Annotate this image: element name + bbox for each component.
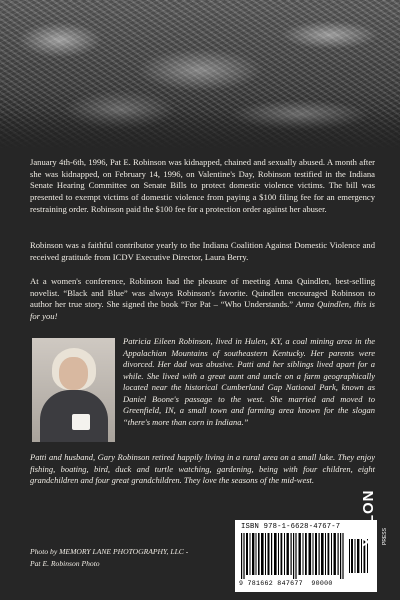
author-photo-face bbox=[59, 357, 88, 390]
author-photo bbox=[32, 338, 115, 442]
publisher-logo-name: XULON bbox=[360, 489, 377, 547]
barcode-bars bbox=[241, 533, 371, 579]
author-family-paragraph: Patti and husband, Gary Robinson retired happily living in a rural area on a small lake. They enjoy fishing, boating, bird, duck and turtle watching, gardening, being with four children, eight grandchildren and four great grandchildren. They love the seasons of the mid-west. bbox=[30, 452, 375, 485]
synopsis-paragraph-3 bbox=[30, 276, 375, 323]
publisher-logo bbox=[358, 489, 394, 583]
texture-fade bbox=[0, 110, 400, 150]
author-bio: Patricia Eileen Robinson, lived in Hulen, KY, a coal mining area in the Appalachian Mountains of southeastern Kentucky. Her parents were divorced. Her dad was abusive. Patti and her siblings lived apart for a while. She lived with a great aunt and uncle on a farm geographically located near the historical Cumberland Gap National Park, known as Daniel Boone's passage to the west. She married and moved to Greenfield, IN, a small town and farming area known for the slogan “there's more than corn in Indiana.” bbox=[123, 336, 375, 427]
synopsis-paragraph-1: January 4th-6th, 1996, Pat E. Robinson was kidnapped, chained and sexually abused. A month after she was kidnapped, on February 14, 1996, on Valentine's Day, Robinson testified in the Indiana Senate Hearing Committee on Senate Bills to protect domestic violence victims. The bill was presented to exempt victims of domestic violence from paying a $100 filing fee for an emergency restraining order. Robinson paid the $100 fee for a protection order against her abuser. bbox=[30, 157, 375, 214]
synopsis-paragraph-3-text: At a women's conference, Robinson had the pleasure of meeting Anna Quindlen, best-selling novelist. “Black and Blue” was always Robinson's favorite. Quindlen encouraged Robinson to author her true story. She signed the book “For Pat – “Who Understands.” bbox=[30, 276, 375, 310]
barcode-price-code: 90000 bbox=[311, 580, 333, 587]
author-photo-mug bbox=[72, 414, 90, 430]
author-photo-credit: Pat E. Robinson Photo bbox=[30, 559, 100, 568]
barcode-ean-digits: 9 781662 847677 bbox=[239, 580, 303, 587]
isbn-number: ISBN 978-1-6628-4767-7 bbox=[241, 523, 341, 531]
barcode-digits bbox=[239, 580, 333, 587]
isbn-barcode bbox=[235, 520, 377, 592]
synopsis-paragraph-2: Robinson was a faithful contributor yearly to the Indiana Coalition Against Domestic Violence and received gratitude from ICDV Executive Director, Laura Berry. bbox=[30, 240, 375, 262]
publisher-logo-sub: PRESS bbox=[382, 528, 388, 545]
photo-credit: Photo by MEMORY LANE PHOTOGRAPHY, LLC - bbox=[30, 547, 189, 556]
dedication-text: Anna Quindlen, this is for you! bbox=[30, 299, 376, 322]
